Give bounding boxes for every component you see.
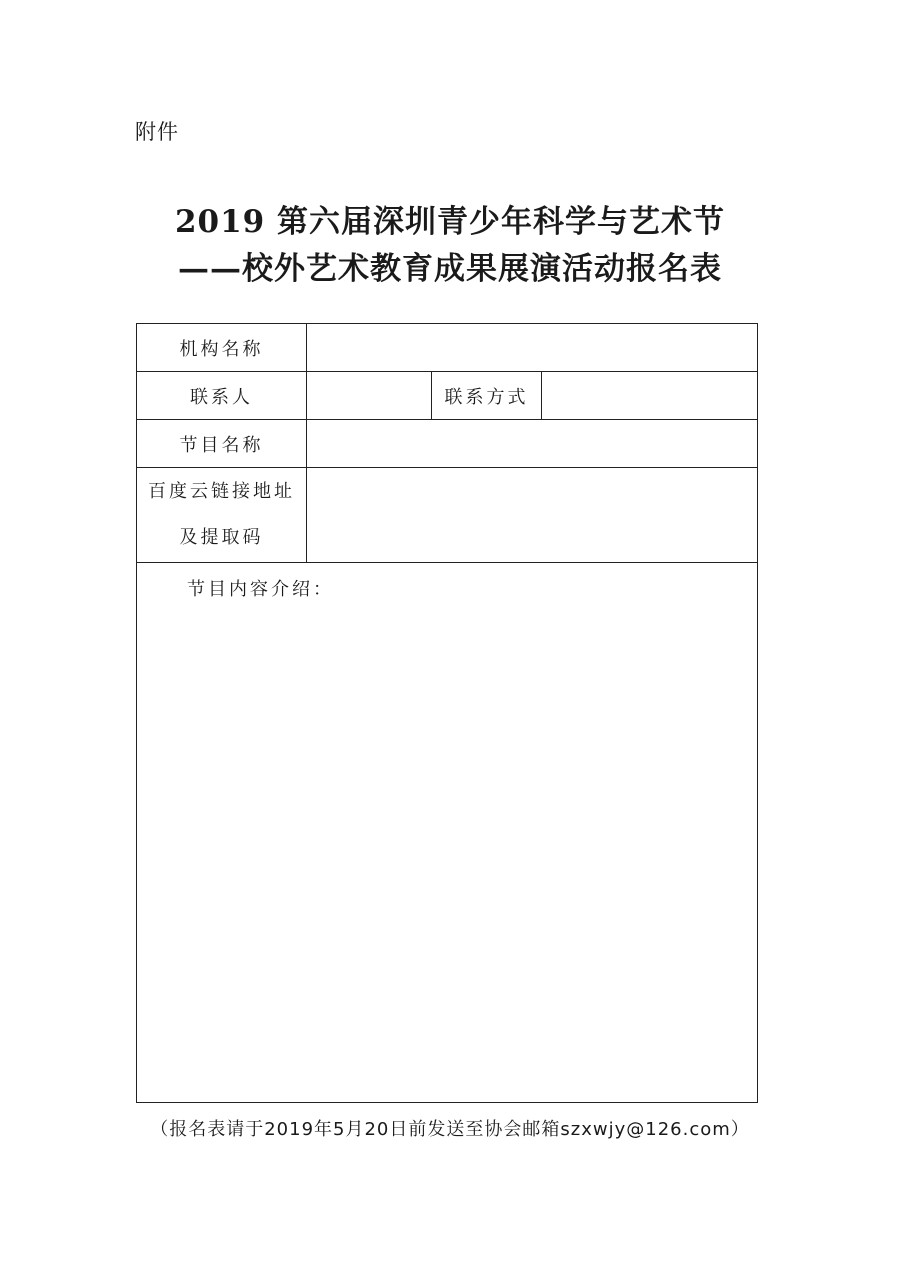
program-intro-field[interactable] — [137, 563, 758, 1103]
contact-person-field[interactable] — [307, 372, 432, 420]
contact-method-label: 联系方式 — [432, 372, 542, 420]
contact-person-label: 联系人 — [137, 372, 307, 420]
org-name-row — [137, 324, 758, 372]
program-name-row — [137, 420, 758, 468]
program-name-field[interactable] — [307, 420, 758, 468]
cloud-link-label-line-2: 及提取码 — [179, 527, 264, 548]
cloud-link-label-line-1: 百度云链接地址 — [148, 481, 295, 502]
contact-row — [137, 372, 758, 420]
cloud-link-field[interactable] — [307, 468, 758, 563]
submission-note: （报名表请于2019年5月20日前发送至协会邮箱szxwjy@126.com） — [150, 1119, 750, 1140]
attachment-label: 附件 — [135, 120, 179, 144]
cloud-link-label — [137, 468, 307, 563]
program-intro-label: 节目内容介绍： — [187, 579, 334, 600]
contact-method-field[interactable] — [542, 372, 758, 420]
org-name-field[interactable] — [307, 324, 758, 372]
program-intro-row — [137, 563, 758, 1103]
cloud-link-row — [137, 468, 758, 563]
document-title-line-1: 2019 第六届深圳青少年科学与艺术节 — [174, 204, 726, 240]
registration-form-table — [136, 323, 758, 1103]
program-name-label: 节目名称 — [137, 420, 307, 468]
document-title-line-2: ——校外艺术教育成果展演活动报名表 — [178, 251, 722, 287]
org-name-label: 机构名称 — [137, 324, 307, 372]
